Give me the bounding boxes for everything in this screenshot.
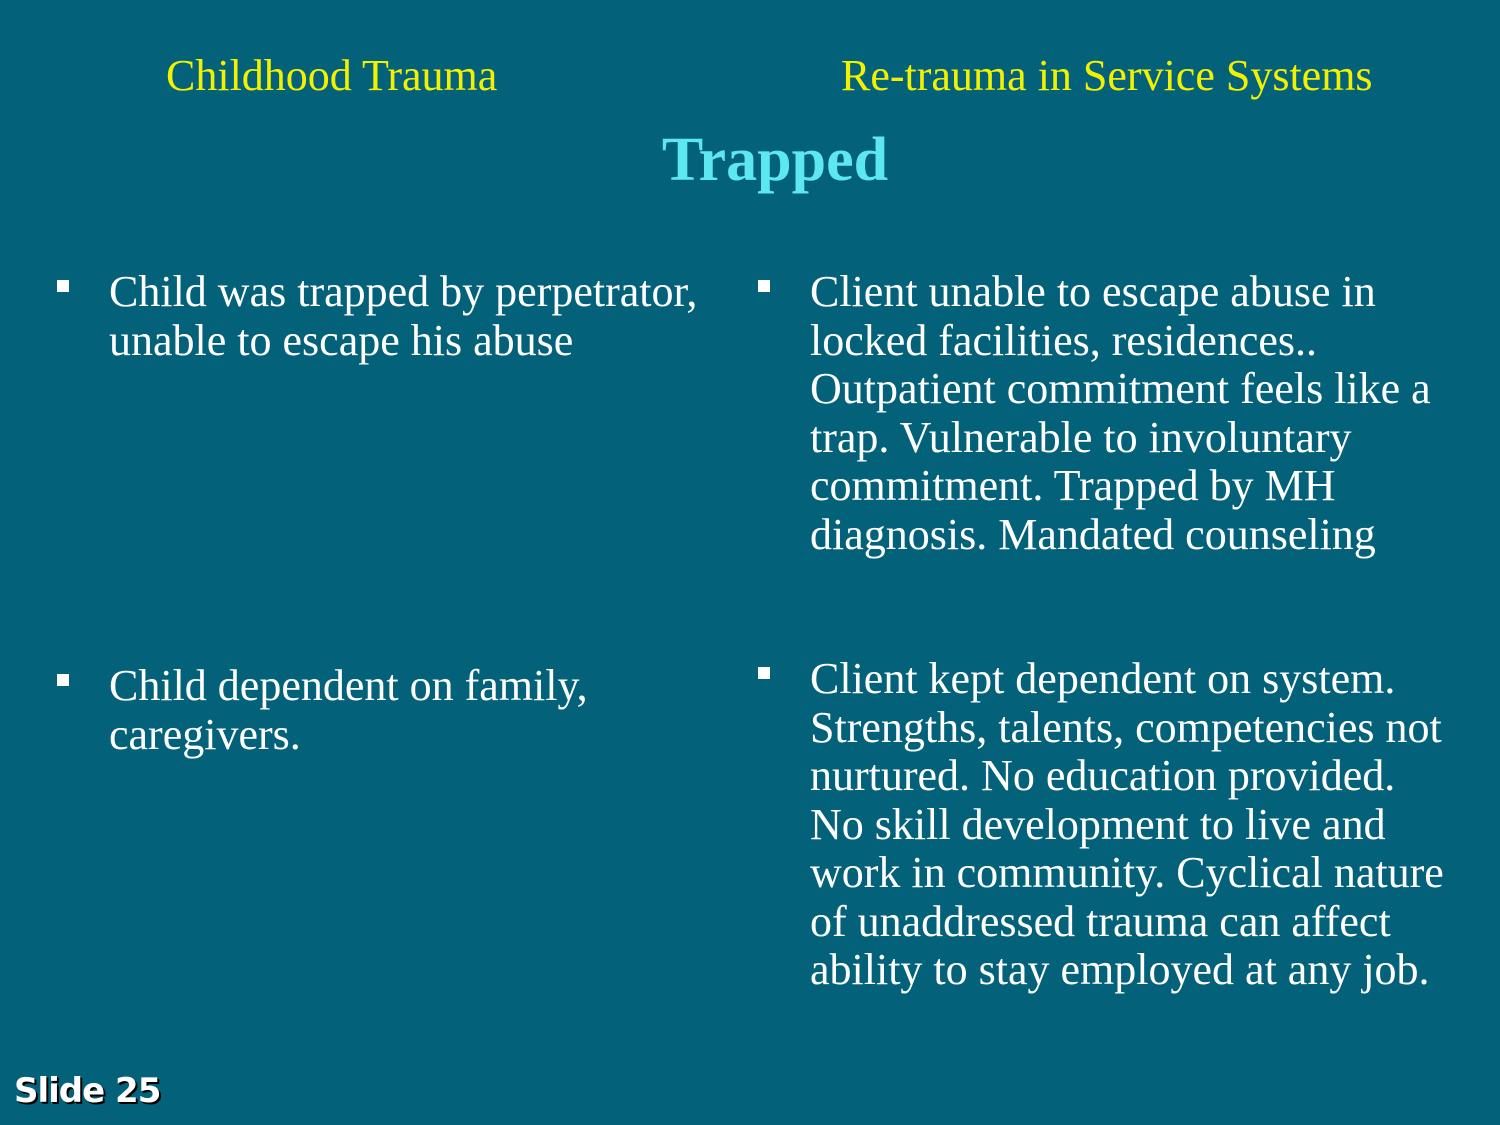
bullet-item: [758, 268, 1458, 608]
slide-title: Trapped: [661, 126, 889, 194]
bullet-item: [57, 268, 707, 428]
slide-number-label: Slide 25: [14, 1071, 161, 1111]
bullet-text: Child dependent on family, caregivers.: [109, 661, 588, 759]
square-bullet-icon: [758, 280, 770, 292]
square-bullet-icon: [758, 667, 770, 679]
bullet-text: Client unable to escape abuse in locked facilities, residences.. Outpatient commitment feels like a trap. Vulnerable to involuntary commitment. Trapped by MH diagnosis. Mandated counseling: [810, 267, 1431, 559]
right-column-heading: Re-trauma in Service Systems: [841, 51, 1373, 100]
left-column-heading: Childhood Trauma: [166, 51, 498, 100]
bullet-text: Client kept dependent on system. Strengths, talents, competencies not nurtured. No education provided. No skill development to live and work in community. Cyclical nature of unaddressed trauma can affect ability to stay employed at any job.: [810, 654, 1444, 994]
bullet-item: [758, 655, 1458, 1095]
square-bullet-icon: [57, 674, 69, 686]
bullet-text: Child was trapped by perpetrator, unable to escape his abuse: [109, 267, 698, 365]
square-bullet-icon: [57, 280, 69, 292]
bullet-item: [57, 662, 707, 772]
